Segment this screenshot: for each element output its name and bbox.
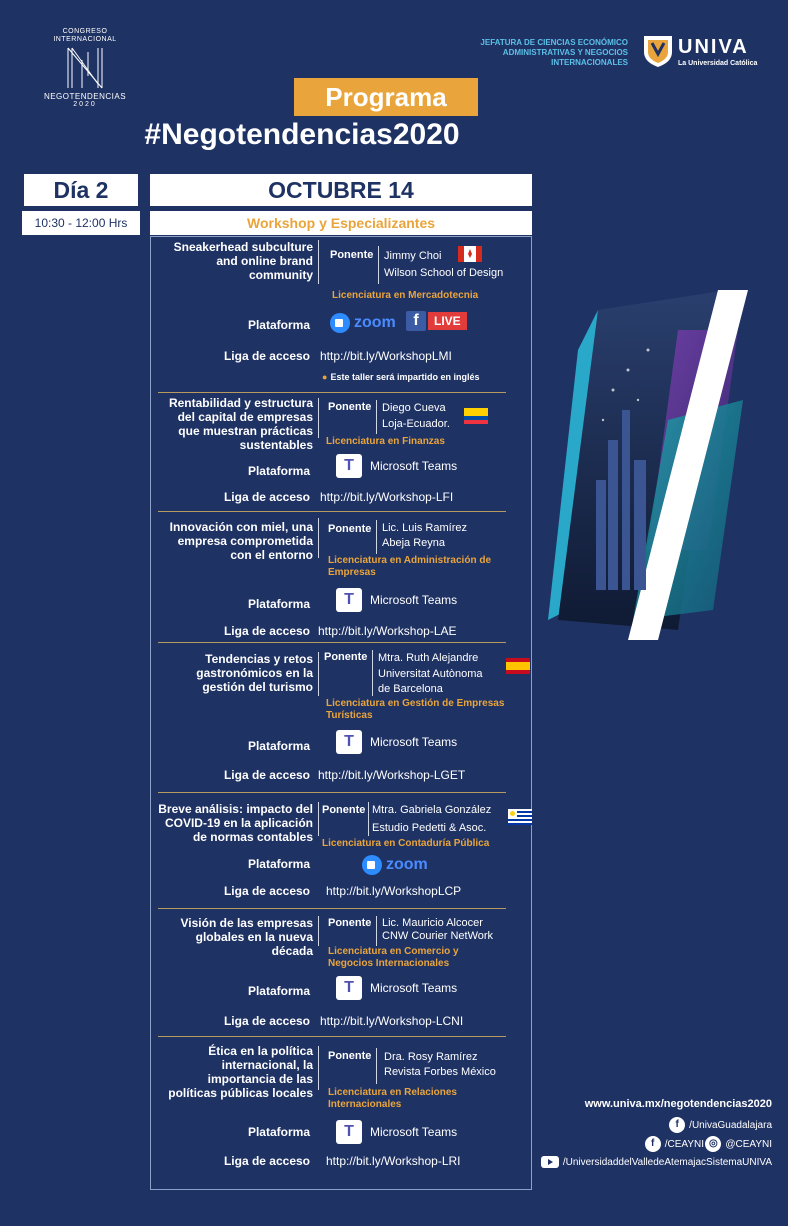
plataforma-label: Plataforma — [247, 1125, 310, 1139]
plataforma-label: Plataforma — [247, 597, 310, 611]
ponente-label: Ponente — [330, 249, 374, 261]
teams-logo — [336, 454, 457, 478]
facebook-icon: f — [645, 1136, 661, 1152]
plataforma-label: Plataforma — [247, 464, 310, 478]
liga-label: Liga de acceso — [223, 1154, 310, 1168]
divider — [318, 398, 319, 438]
divider — [372, 650, 373, 696]
divider — [318, 240, 319, 284]
hashtag-title: #Negotendencias2020 — [144, 118, 460, 151]
divider — [318, 518, 319, 558]
divider — [376, 916, 377, 946]
teams-logo — [336, 730, 457, 754]
jefatura-text: JEFATURA DE CIENCIAS ECONÓMICO ADMINISTRATIVAS Y NEGOCIOS INTERNACIONALES — [480, 38, 628, 67]
youtube-icon — [541, 1156, 559, 1168]
univa-shield-icon — [642, 34, 674, 68]
canada-flag-icon — [458, 246, 482, 262]
speaker-affiliation: Wilson School of Design — [384, 267, 504, 279]
ponente-label: Ponente — [322, 804, 366, 816]
speaker-name: Dra. Rosy Ramírez — [384, 1051, 478, 1063]
workshop-title: Visión de las empresas globales en la nueva década — [180, 916, 313, 958]
workshop-6 — [158, 914, 508, 1032]
workshop-title: Rentabilidad y estructura del capital de empresas que muestran prácticas sustentables — [168, 396, 313, 452]
language-note: ● Este taller será impartido en inglés — [322, 372, 480, 382]
divider — [318, 916, 319, 946]
degree-label: Licenciatura en Mercadotecnia — [332, 290, 479, 301]
ponente-label: Ponente — [328, 1050, 372, 1062]
youtube-link[interactable] — [541, 1156, 772, 1168]
divider — [318, 1046, 319, 1090]
workshop-5 — [158, 800, 508, 904]
ponente-label: Ponente — [324, 651, 368, 663]
liga-label: Liga de acceso — [223, 349, 310, 363]
access-link[interactable]: http://bit.ly/Workshop-LRI — [326, 1154, 461, 1168]
zoom-logo — [362, 855, 428, 875]
instagram-icon: ◎ — [705, 1136, 721, 1152]
teams-icon: T — [336, 454, 362, 478]
day-label: Día 2 — [24, 174, 138, 206]
teams-icon: T — [336, 1120, 362, 1144]
facebook-live-logo — [406, 311, 467, 331]
liga-label: Liga de acceso — [223, 1014, 310, 1028]
website-url[interactable] — [585, 1098, 772, 1110]
youtube-text: /UniversidaddelValledeAtemajacSistemaUNIVA — [562, 1156, 772, 1168]
speaker-name: Lic. Luis Ramírez — [382, 522, 467, 534]
workshop-4 — [158, 648, 508, 788]
zoom-text: zoom — [354, 314, 396, 331]
workshop-1 — [158, 238, 508, 390]
plataforma-label: Plataforma — [247, 739, 310, 753]
teams-logo — [336, 588, 457, 612]
degree-label: Licenciatura en Relaciones Internacionales — [328, 1087, 457, 1110]
teams-logo — [336, 976, 457, 1000]
degree-label: Licenciatura en Gestión de Empresas Turísticas — [326, 698, 505, 721]
separator — [158, 908, 506, 909]
degree-label: Licenciatura en Contaduría Pública — [322, 838, 490, 849]
degree-label: Licenciatura en Administración de Empresas — [328, 555, 492, 578]
workshop-title: Tendencias y retos gastronómicos en la gestión del turismo — [196, 652, 313, 694]
access-link[interactable]: http://bit.ly/Workshop-LAE — [318, 624, 457, 638]
degree-label: Licenciatura en Finanzas — [326, 436, 445, 447]
congreso-logo — [40, 28, 130, 118]
facebook-icon: f — [669, 1117, 685, 1133]
spain-flag-icon — [506, 658, 530, 674]
workshop-3 — [158, 516, 508, 640]
liga-label: Liga de acceso — [223, 490, 310, 504]
divider — [318, 652, 319, 696]
teams-text: Microsoft Teams — [370, 593, 458, 607]
n-monogram-icon — [62, 46, 108, 90]
separator — [158, 1036, 506, 1037]
teams-icon: T — [336, 588, 362, 612]
facebook-icon: f — [406, 311, 426, 331]
congreso-line1: CONGRESO — [62, 28, 108, 35]
zoom-icon — [362, 855, 382, 875]
speaker-name: Mtra. Gabriela González — [372, 804, 492, 816]
speaker-affiliation: CNW Courier NetWork — [382, 930, 494, 942]
speaker-affiliation: Revista Forbes México — [384, 1066, 496, 1078]
zoom-icon — [330, 313, 350, 333]
workshop-title: Innovación con miel, una empresa comprometida con el entorno — [169, 520, 313, 562]
access-link[interactable]: http://bit.ly/Workshop-LCNI — [320, 1014, 464, 1028]
date-label: OCTUBRE 14 — [150, 174, 532, 206]
speaker-affiliation-2: de Barcelona — [378, 683, 443, 695]
teams-text: Microsoft Teams — [370, 1125, 458, 1139]
divider — [368, 802, 369, 836]
access-link[interactable]: http://bit.ly/Workshop-LGET — [318, 768, 466, 782]
univa-tagline: La Universidad Católica — [678, 60, 758, 67]
workshop-title: Ética en la política internacional, la importancia de las políticas públicas locales — [168, 1044, 313, 1100]
teams-icon: T — [336, 730, 362, 754]
workshop-2 — [158, 396, 508, 510]
teams-text: Microsoft Teams — [370, 459, 458, 473]
workshop-7 — [158, 1042, 508, 1174]
plataforma-label: Plataforma — [247, 318, 310, 332]
divider — [376, 520, 377, 554]
divider — [376, 1048, 377, 1084]
speaker-name: Lic. Mauricio Alcocer — [382, 917, 483, 929]
teams-icon: T — [336, 976, 362, 1000]
facebook-ceayni-link[interactable] — [645, 1136, 704, 1152]
live-badge: LIVE — [428, 312, 467, 330]
divider — [376, 400, 377, 434]
facebook-univa-text: /UnivaGuadalajara — [689, 1119, 772, 1131]
instagram-link[interactable] — [705, 1136, 772, 1152]
ponente-label: Ponente — [328, 523, 372, 535]
speaker-affiliation: Abeja Reyna — [382, 537, 445, 549]
zoom-logo — [330, 313, 396, 333]
teams-text: Microsoft Teams — [370, 981, 458, 995]
divider — [318, 802, 319, 836]
divider — [378, 246, 379, 284]
url-domain: univa — [613, 1098, 642, 1110]
congreso-name: NEGOTENDENCIAS — [43, 92, 127, 101]
liga-label: Liga de acceso — [223, 624, 310, 638]
section-title: Workshop y Especializantes — [150, 211, 532, 235]
ecuador-flag-icon — [464, 408, 488, 424]
access-link[interactable]: http://bit.ly/WorkshopLMI — [320, 349, 452, 363]
ponente-label: Ponente — [328, 401, 372, 413]
workshop-title: Sneakerhead subculture and online brand community — [173, 240, 313, 282]
plataforma-label: Plataforma — [247, 984, 310, 998]
workshop-title: Breve análisis: impacto del COVID-19 en la aplicación de normas contables — [158, 802, 313, 844]
plataforma-label: Plataforma — [247, 857, 310, 871]
separator — [158, 792, 506, 793]
speaker-name: Jimmy Choi — [384, 250, 442, 262]
speaker-name: Diego Cueva — [382, 402, 446, 414]
uruguay-flag-icon — [508, 809, 532, 825]
decorative-photo-collage — [538, 290, 748, 640]
url-path: negotendencias2020 — [663, 1098, 772, 1110]
degree-label: Licenciatura en Comercio y Negocios Internacionales — [328, 946, 459, 969]
access-link[interactable]: http://bit.ly/WorkshopLCP — [326, 884, 462, 898]
access-link[interactable]: http://bit.ly/Workshop-LFI — [320, 490, 454, 504]
separator — [158, 511, 506, 512]
speaker-affiliation: Estudio Pedetti & Asoc. — [372, 822, 487, 834]
congreso-line2: INTERNACIONAL — [53, 36, 117, 43]
speaker-name: Mtra. Ruth Alejandre — [378, 652, 479, 664]
teams-text: Microsoft Teams — [370, 735, 458, 749]
teams-logo — [336, 1120, 457, 1144]
url-suffix: .mx/ — [641, 1098, 664, 1110]
time-label: 10:30 - 12:00 Hrs — [22, 211, 140, 235]
congreso-year: 2020 — [73, 101, 97, 108]
zoom-text: zoom — [386, 856, 428, 873]
instagram-text: @CEAYNI — [725, 1138, 772, 1150]
url-prefix: www. — [584, 1098, 614, 1110]
univa-name: UNIVA — [678, 36, 749, 58]
facebook-ceayni-text: /CEAYNI — [664, 1138, 704, 1150]
separator — [158, 392, 506, 393]
liga-label: Liga de acceso — [223, 884, 310, 898]
separator — [158, 642, 506, 643]
speaker-affiliation: Universitat Autònoma — [378, 668, 483, 680]
univa-logo — [642, 34, 774, 70]
ponente-label: Ponente — [328, 917, 372, 929]
speaker-affiliation: Loja-Ecuador. — [382, 418, 450, 430]
liga-label: Liga de acceso — [223, 768, 310, 782]
facebook-univa-link[interactable] — [669, 1117, 772, 1133]
programa-badge: Programa — [294, 78, 478, 116]
